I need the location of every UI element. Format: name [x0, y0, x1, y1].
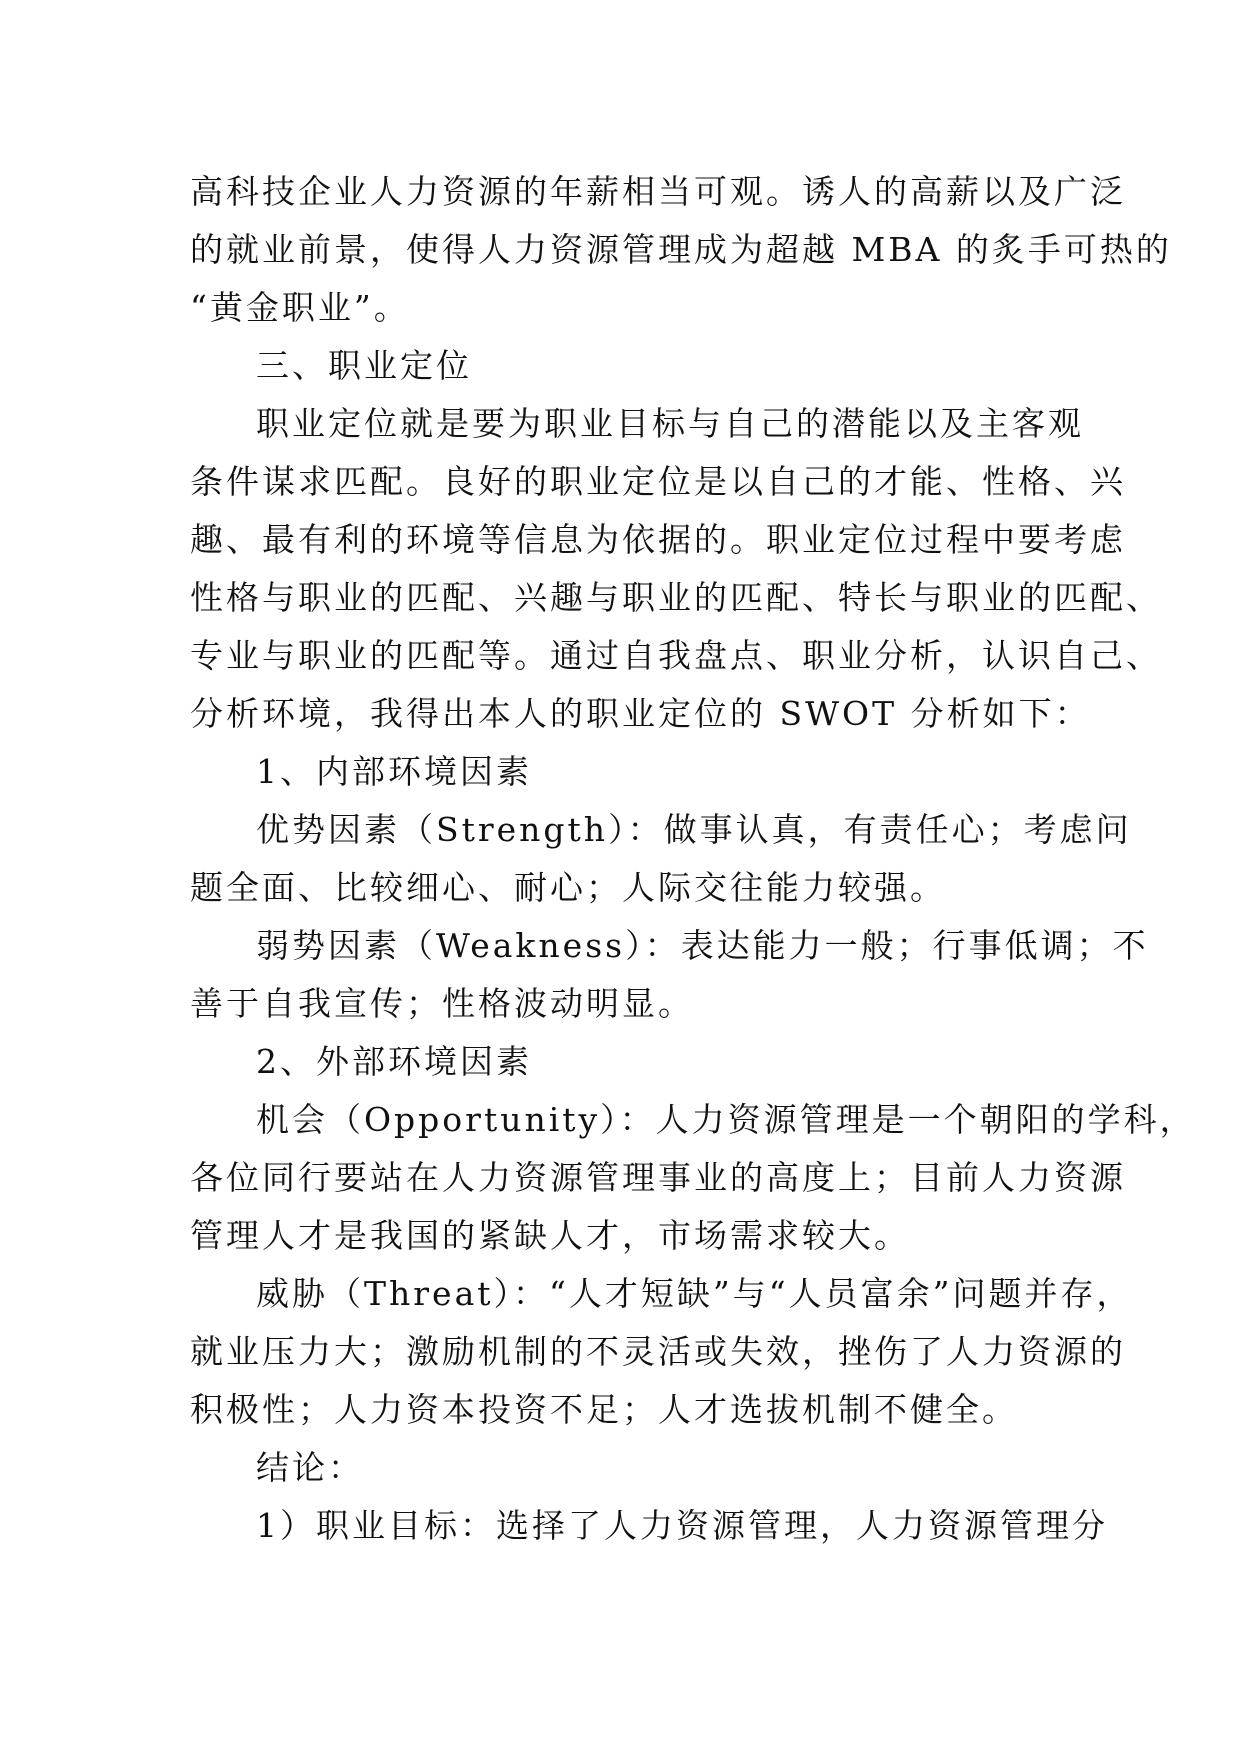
text-line: 2、外部环境因素	[256, 1042, 532, 1081]
text-line: 善于自我宣传；性格波动明显。	[190, 984, 694, 1023]
text-line: 题全面、比较细心、耐心；人际交往能力较强。	[190, 868, 946, 907]
text-line: 弱势因素（Weakness）：表达能力一般；行事低调；不	[256, 926, 1149, 965]
text-line: 1、内部环境因素	[256, 752, 532, 791]
text-line: 条件谋求匹配。良好的职业定位是以自己的才能、性格、兴	[190, 462, 1126, 501]
text-line: 趣、最有利的环境等信息为依据的。职业定位过程中要考虑	[190, 520, 1126, 559]
text-line: “黄金职业”。	[190, 288, 410, 327]
text-line: 专业与职业的匹配等。通过自我盘点、职业分析，认识自己、	[190, 636, 1162, 675]
text-line: 三、职业定位	[256, 346, 472, 385]
text-line: 分析环境，我得出本人的职业定位的 SWOT 分析如下：	[190, 694, 1091, 733]
document-body	[190, 163, 1196, 1555]
text-line: 高科技企业人力资源的年薪相当可观。诱人的高薪以及广泛	[190, 172, 1126, 211]
text-line: 各位同行要站在人力资源管理事业的高度上；目前人力资源	[190, 1158, 1126, 1197]
text-line: 优势因素（Strength）：做事认真，有责任心；考虑问	[256, 810, 1132, 849]
text-line: 威胁（Threat）：“人才短缺”与“人员富余”问题并存，	[256, 1274, 1133, 1313]
text-line: 职业定位就是要为职业目标与自己的潜能以及主客观	[256, 404, 1084, 443]
text-line: 结论：	[256, 1448, 364, 1487]
text-line: 积极性；人力资本投资不足；人才选拔机制不健全。	[190, 1390, 1018, 1429]
text-line: 的就业前景，使得人力资源管理成为超越 MBA 的炙手可热的	[190, 230, 1172, 269]
text-line: 机会（Opportunity）：人力资源管理是一个朝阳的学科，	[256, 1100, 1196, 1139]
text-line: 性格与职业的匹配、兴趣与职业的匹配、特长与职业的匹配、	[190, 578, 1162, 617]
text-line: 管理人才是我国的紧缺人才，市场需求较大。	[190, 1216, 910, 1255]
text-line: 就业压力大；激励机制的不灵活或失效，挫伤了人力资源的	[190, 1332, 1126, 1371]
text-line: 1）职业目标：选择了人力资源管理，人力资源管理分	[256, 1506, 1108, 1545]
